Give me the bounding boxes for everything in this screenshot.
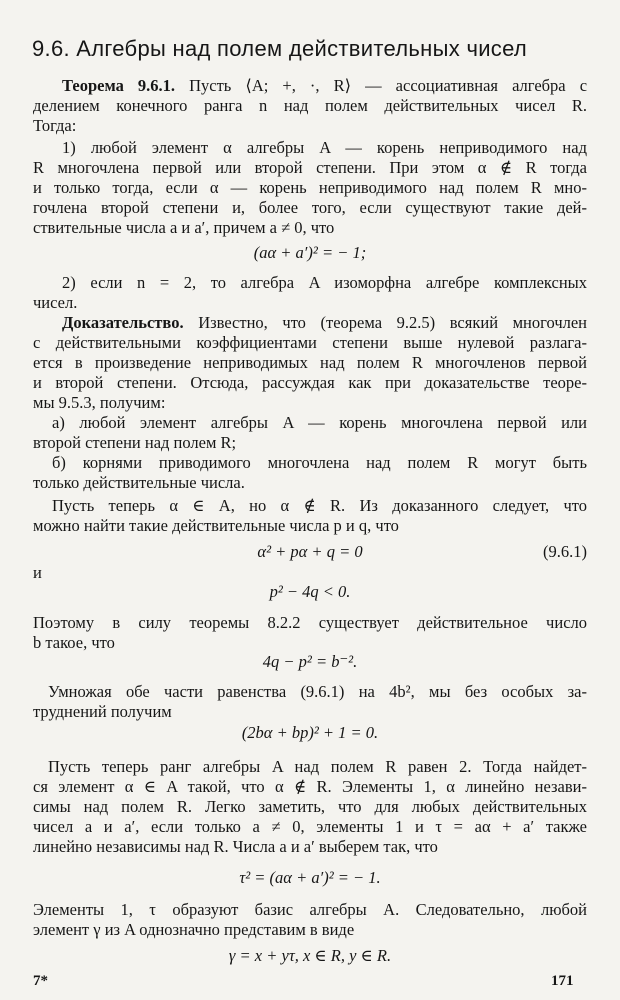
proof-text: Известно, что (теорема 9.2.5) всякий многочлен xyxy=(198,313,588,332)
proof-para-d-line-2: b такое, что xyxy=(33,633,115,652)
proof-para-g-line-2: элемент γ из A однозначно представим в виде xyxy=(33,920,355,939)
signature-mark: 7* xyxy=(33,973,48,989)
equation-4: 4q − p² = b⁻². xyxy=(262,652,358,671)
theorem-item-1-line-1: 1) любой элемент α алгебры A — корень неприводимого над xyxy=(62,138,587,157)
theorem-item-2-line-2: чисел. xyxy=(33,293,78,312)
equation-7: γ = x + yτ, x ∈ R, y ∈ R. xyxy=(228,946,392,965)
proof-item-b-line-2: только действительные числа. xyxy=(33,473,245,492)
proof-heading: Доказательство. xyxy=(62,313,184,332)
proof-line-4: и второй степени. Отсюда, рассуждая как при доказательстве теоре- xyxy=(33,373,587,392)
equation-2-number: (9.6.1) xyxy=(543,542,587,561)
proof-para-g-line-1: Элементы 1, τ образуют базис алгебры A. Следовательно, любой xyxy=(33,900,587,919)
proof-para-c-line-2: можно найти такие действительные числа p и q, что xyxy=(33,516,399,535)
equation-5: (2bα + bp)² + 1 = 0. xyxy=(241,723,379,742)
equation-6: τ² = (aα + a′)² = − 1. xyxy=(239,868,381,887)
proof-item-a-line-2: второй степени над полем R; xyxy=(33,433,237,452)
proof-para-e-line-2: труднений получим xyxy=(33,702,172,721)
theorem-item-1-line-2: R многочлена первой или второй степени. При этом α ∉ R тогда xyxy=(33,158,587,177)
proof-para-f-line-3: симы над полем R. Легко заметить, что для любых действительных xyxy=(33,797,587,816)
equation-2: α² + pα + q = 0 xyxy=(257,542,363,561)
theorem-line-1 xyxy=(62,76,587,96)
theorem-item-1-line-5: ствительные числа a и a′, причем a ≠ 0, что xyxy=(33,218,335,237)
proof-para-f-line-1: Пусть теперь ранг алгебры A над полем R равен 2. Тогда найдет- xyxy=(48,757,587,776)
proof-para-d-line-1: Поэтому в силу теоремы 8.2.2 существует действительное число xyxy=(33,613,587,632)
section-title: 9.6. Алгебры над полем действительных чисел xyxy=(32,36,528,61)
theorem-item-2-line-1: 2) если n = 2, то алгебра A изоморфна алгебре комплексных xyxy=(62,273,587,292)
proof-para-c-line-1: Пусть теперь α ∈ A, но α ∉ R. Из доказанного следует, что xyxy=(52,496,587,515)
theorem-heading: Теорема 9.6.1. xyxy=(62,76,176,95)
proof-para-e-line-1: Умножая обе части равенства (9.6.1) на 4b², мы без особых за- xyxy=(48,682,587,701)
theorem-text: Пусть ⟨A; +, ·, R⟩ — ассоциативная алгебра с xyxy=(189,76,588,95)
page-number: 171 xyxy=(551,973,574,989)
theorem-item-1-line-4: гочлена второй степени и, более того, если существуют такие дей- xyxy=(33,198,587,217)
proof-para-f-line-4: чисел a и a′, если только a ≠ 0, элементы 1 и τ = aα + a′ также xyxy=(33,817,587,836)
proof-para-f-line-2: ся элемент α ∈ A такой, что α ∉ R. Элементы 1, α линейно незави- xyxy=(33,777,587,796)
equation-1: (aα + a′)² = − 1; xyxy=(253,243,367,262)
proof-line-1 xyxy=(62,313,587,333)
proof-line-5: мы 9.5.3, получим: xyxy=(33,393,166,412)
proof-item-a-line-1: а) любой элемент алгебры A — корень многочлена первой или xyxy=(52,413,587,432)
conjunction-and: и xyxy=(33,563,42,582)
proof-line-2: с действительными коэффициентами степени выше нулевой разлага- xyxy=(33,333,587,352)
equation-3: p² − 4q < 0. xyxy=(269,582,351,601)
theorem-item-1-line-3: и только тогда, если α — корень неприводимого над полем R мно- xyxy=(33,178,587,197)
proof-line-3: ется в произведение неприводимых над полем R многочленов первой xyxy=(33,353,587,372)
proof-item-b-line-1: б) корнями приводимого многочлена над полем R могут быть xyxy=(52,453,587,472)
theorem-line-2: делением конечного ранга n над полем действительных чисел R. xyxy=(33,96,587,115)
proof-para-f-line-5: линейно независимы над R. Числа a и a′ выберем так, что xyxy=(33,837,438,856)
theorem-line-3: Тогда: xyxy=(33,116,77,135)
